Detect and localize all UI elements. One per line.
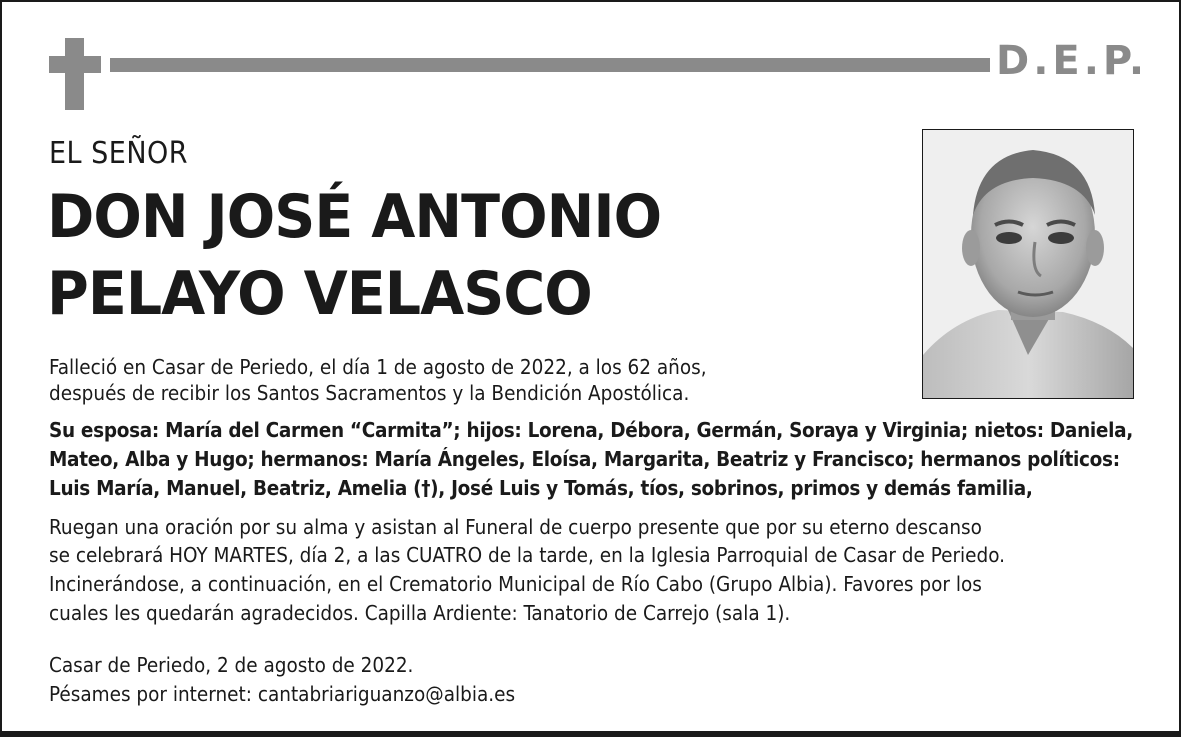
- family-line-1: Su esposa: María del Carmen “Carmita”; hijos: Lorena, Débora, Germán, Soraya y Virginia; nietos: Daniela,: [49, 418, 1133, 442]
- honorific: EL SEÑOR: [49, 136, 189, 171]
- request-line-4: cuales les quedarán agradecidos. Capilla Ardiente: Tanatorio de Carrejo (sala 1).: [49, 601, 791, 625]
- request-line-3: Incinerándose, a continuación, en el Crematorio Municipal de Río Cabo (Grupo Albia). Favores por los: [49, 572, 982, 596]
- place-date: Casar de Periedo, 2 de agosto de 2022.: [49, 653, 414, 677]
- request-line-1: Ruegan una oración por su alma y asistan al Funeral de cuerpo presente que por su eterno descanso: [49, 515, 982, 539]
- family-line-2: Mateo, Alba y Hugo; hermanos: María Ángeles, Eloísa, Margarita, Beatriz y Francisco; hermanos políticos:: [49, 447, 1120, 471]
- header-rule: [110, 58, 990, 72]
- family-line-3: Luis María, Manuel, Beatriz, Amelia (†), José Luis y Tomás, tíos, sobrinos, primos y demás familia,: [49, 476, 1033, 500]
- death-notice-line-2: después de recibir los Santos Sacramentos y la Bendición Apostólica.: [49, 381, 690, 405]
- death-notice-line-1: Falleció en Casar de Periedo, el día 1 de agosto de 2022, a los 62 años,: [49, 355, 707, 379]
- dep-label: D.E.P.: [996, 38, 1149, 84]
- latin-cross-icon: [49, 38, 101, 110]
- deceased-name-line-1: DON JOSÉ ANTONIO: [47, 182, 662, 252]
- request-line-2: se celebrará HOY MARTES, día 2, a las CUATRO de la tarde, en la Iglesia Parroquial de Casar de Periedo.: [49, 543, 1006, 567]
- deceased-name-line-2: PELAYO VELASCO: [47, 259, 592, 329]
- portrait-photo: [922, 129, 1134, 399]
- condolences-line: Pésames por internet: cantabriariguanzo@albia.es: [49, 682, 516, 706]
